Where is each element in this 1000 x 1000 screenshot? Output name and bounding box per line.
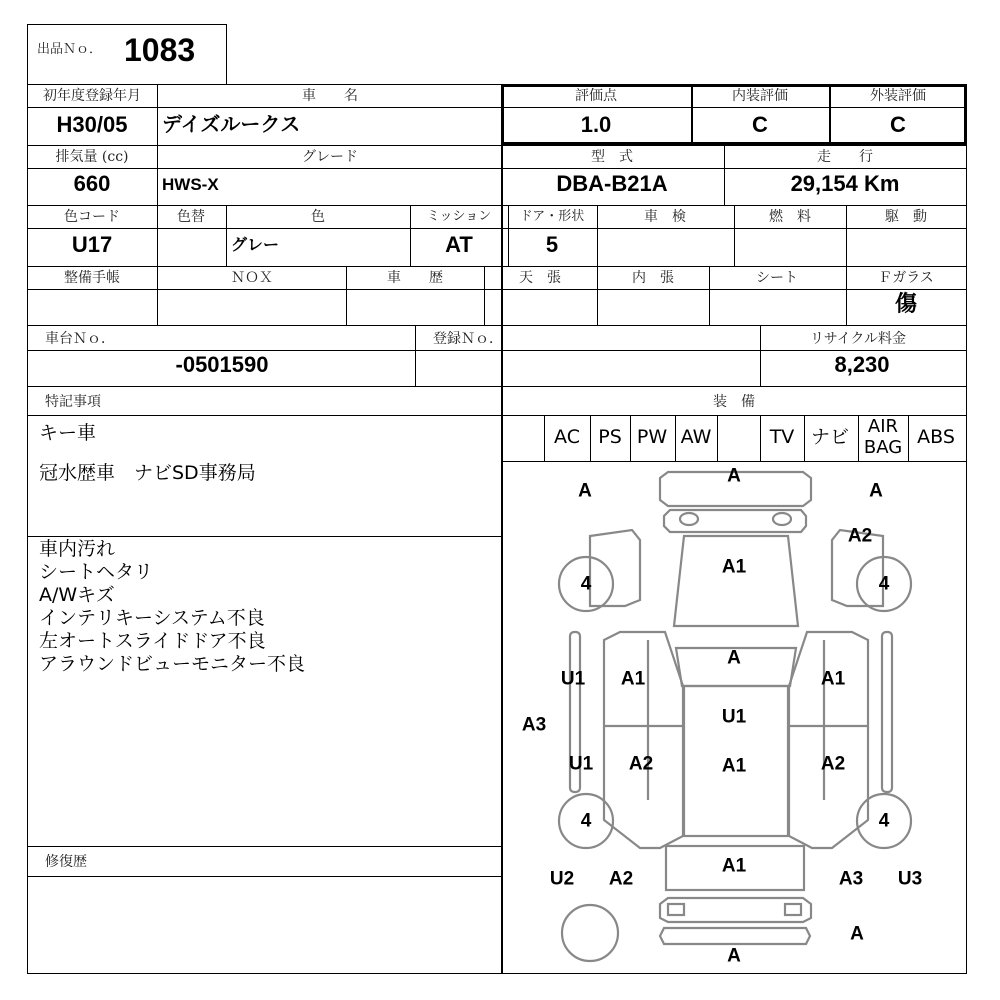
damage-hood: A1 [721, 556, 747, 578]
repair-history-label: 修復歴 [45, 854, 87, 870]
repaint-label: 色替 [177, 209, 205, 225]
body-right-outline [789, 632, 868, 848]
damage-rear-bumper: A [727, 945, 741, 967]
remarks-label: 特記事項 [45, 394, 101, 410]
service-book-label: 整備手帳 [64, 270, 120, 286]
damage-front-bumper: A [727, 465, 741, 487]
damage-rear-door-right: A2 [820, 753, 846, 775]
tire-rear-left-depth: 4 [580, 810, 592, 832]
equip-tv: TV [769, 426, 795, 448]
rear-bumper-outline [660, 898, 811, 922]
damage-windshield: A [727, 647, 741, 669]
inspection-label: 車 検 [644, 209, 686, 225]
tire-front-right-depth: 4 [878, 573, 890, 595]
recycle-fee-label: リサイクル料金 [809, 331, 907, 347]
inspector-note: A/Wキズ [39, 584, 115, 606]
equip-airbag: AIR [867, 416, 899, 437]
chassis-no-value: -0501590 [175, 352, 269, 377]
recycle-fee-value: 8,230 [834, 352, 890, 377]
damage-sill-left: A3 [521, 714, 547, 736]
transmission-value: AT [445, 232, 473, 257]
equip-aw: AW [680, 426, 712, 448]
damage-pillar-left-lower: U1 [568, 753, 594, 775]
car-name-label: 車 名 [302, 88, 358, 104]
fuel-label: 燃 料 [769, 209, 811, 225]
equip-ps: PS [598, 426, 622, 448]
score-value: 1.0 [580, 112, 612, 137]
mileage-value: 29,154 Km [790, 171, 900, 196]
door-type-label: ドア・形状 [519, 209, 585, 224]
damage-quarter-left-u: U2 [549, 868, 575, 890]
taillight [668, 904, 684, 915]
taillight [785, 904, 801, 915]
inspector-note: 左オートスライドドア不良 [39, 630, 266, 652]
displacement-value: 660 [73, 171, 111, 196]
damage-quarter-right-a: A3 [838, 868, 864, 890]
model-label: 型 式 [591, 149, 633, 165]
equip-pw: PW [636, 426, 668, 448]
equipment-label: 装 備 [713, 394, 755, 410]
damage-quarter-right-u: U3 [897, 868, 923, 890]
exterior-grade-value: C [890, 112, 906, 137]
equip-ac: AC [554, 426, 580, 448]
equip-navi: ナビ [810, 426, 850, 448]
history-label: 車 歴 [387, 270, 443, 286]
drive-label: 駆 動 [885, 209, 927, 225]
tire-front-left-depth: 4 [580, 573, 592, 595]
rear-bumper-lower [660, 928, 810, 944]
headlight [680, 513, 698, 525]
transmission-label: ミッション [426, 209, 492, 224]
equip-abs: ABS [917, 426, 955, 448]
damage-front-door-right: A1 [820, 668, 846, 690]
inspector-note: インテリキーシステム不良 [39, 607, 265, 629]
interior-trim-label: 内 張 [632, 270, 674, 286]
damage-tailgate: A1 [721, 855, 747, 877]
remark-line: キー車 [39, 422, 97, 444]
reg-date-label: 初年度登録年月 [43, 88, 141, 104]
damage-right-fender: A2 [847, 525, 873, 547]
roof-label: 天 張 [519, 270, 561, 286]
door-type-value: 5 [545, 232, 559, 257]
reg-date-value: H30/05 [56, 112, 128, 137]
sill-right [882, 632, 892, 792]
lot-label: 出品Ｎｏ． [37, 42, 103, 57]
fender-left-outline [590, 530, 640, 606]
chassis-no-label: 車台Ｎｏ． [45, 331, 115, 347]
f-glass-label: Ｆガラス [878, 270, 934, 286]
damage-roof-rear: A1 [721, 755, 747, 777]
damage-front-right-corner: A [869, 480, 883, 502]
damage-roof-front: U1 [721, 706, 747, 728]
nox-label: ＮＯＸ [231, 270, 273, 286]
interior-grade-value: C [752, 112, 768, 137]
grade-value: HWS-X [162, 175, 219, 194]
grade-label: グレード [302, 149, 358, 165]
color-value: グレー [231, 235, 280, 254]
body-left-outline [604, 632, 683, 848]
inspector-note: アラウンドビューモニター不良 [39, 653, 306, 675]
remark-line: 冠水歴車 ナビSD事務局 [39, 462, 256, 484]
model-value: DBA-B21A [556, 171, 668, 196]
damage-front-left-corner: A [578, 480, 592, 502]
exterior-grade-label: 外装評価 [870, 88, 926, 104]
damage-front-door-left: A1 [620, 668, 646, 690]
seat-label: シート [756, 270, 798, 286]
color-code-label: 色コード [64, 209, 120, 225]
inspector-note: シートヘタリ [39, 561, 154, 583]
inspector-note: 車内汚れ [39, 538, 116, 560]
tire-rear-right-depth: 4 [878, 810, 890, 832]
score-label: 評価点 [575, 88, 617, 104]
lot-number: 1083 [124, 32, 196, 68]
damage-quarter-left-a: A2 [608, 868, 634, 890]
damage-pillar-left: U1 [560, 668, 586, 690]
car-name-value: デイズルークス [162, 112, 301, 136]
f-glass-value: 傷 [894, 292, 918, 317]
equip-airbag: BAG [863, 437, 903, 458]
mileage-label: 走 行 [817, 149, 873, 165]
displacement-label: 排気量 (cc) [55, 149, 129, 165]
color-code-value: U17 [71, 232, 113, 257]
headlight [773, 513, 791, 525]
interior-grade-label: 内装評価 [732, 88, 788, 104]
hood-outline [674, 536, 798, 626]
damage-rear-bumper-right: A [850, 923, 864, 945]
registration-no-label: 登録Ｎｏ． [433, 331, 503, 347]
color-label: 色 [311, 209, 325, 225]
spare-tire [562, 905, 618, 961]
damage-rear-door-left: A2 [628, 753, 654, 775]
